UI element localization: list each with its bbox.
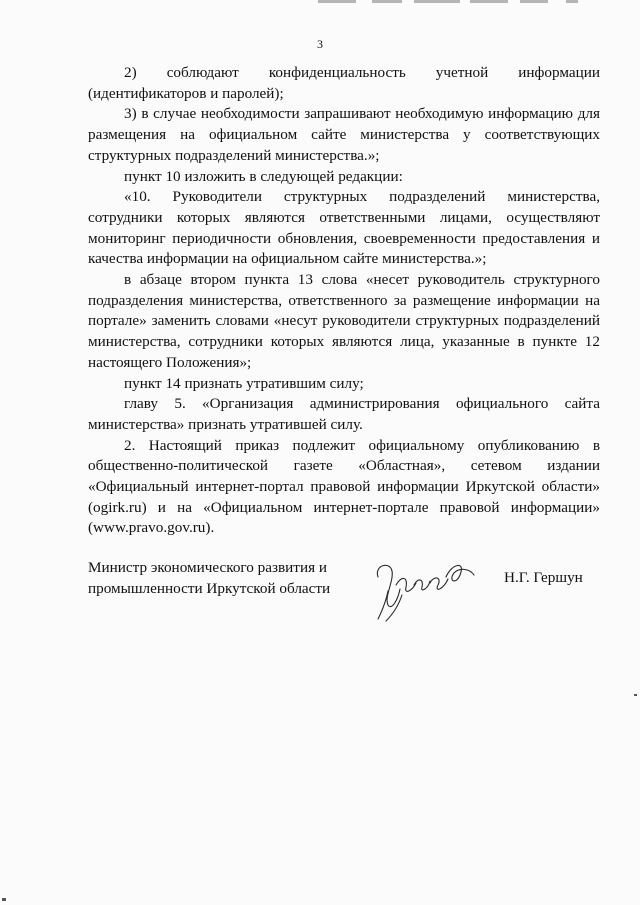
paragraph-chapter-5: главу 5. «Организация администрирования официального сайта министерства» признать утратившей силу.	[88, 395, 600, 433]
paragraph-point-10-text: «10. Руководители структурных подразделений министерства, сотрудники которых являются ответственными лицами, осуществляют мониторинг периодичности обновления, своевременности предоставления и качества информации на официальном сайте министерства.»;	[88, 188, 600, 268]
document-body	[88, 63, 600, 539]
page-number: 3	[317, 37, 323, 51]
signature-block	[88, 558, 608, 628]
signer-title-line-1: Министр экономического развития и	[88, 559, 327, 576]
signer-title-line-2: промышленности Иркутской области	[88, 579, 331, 597]
paragraph-point-14: пункт 14 признать утратившим силу;	[124, 374, 364, 392]
signer-name: Н.Г. Гершун	[504, 569, 583, 586]
paragraph-point-10-intro: пункт 10 изложить в следующей редакции:	[124, 167, 403, 185]
paragraph-publication: 2. Настоящий приказ подлежит официальному опубликованию в общественно-политической газете «Областная», сетевом издании «Официальный интернет-портал правовой информации Иркутской области» (ogirk.ru) и на «Официальном интернет-портале правовой информации» (www.pravo.gov.ru).	[88, 436, 600, 537]
paragraph-item-2: 2) соблюдают конфиденциальность учетной информации (идентификаторов и паролей);	[88, 64, 600, 102]
scan-artifact-corner	[2, 898, 6, 901]
scan-artifact-top	[0, 0, 640, 6]
paragraph-item-3: 3) в случае необходимости запрашивают необходимую информацию для размещения на официальном сайте министерства у соответствующих структурных подразделений министерства.»;	[88, 105, 600, 164]
paragraph-point-13: в абзаце втором пункта 13 слова «несет руководитель структурного подразделения министерства, ответственного за размещение информации на портале» заменить словами «несут руководители структурных подразделений министерства, сотрудники которых являются лица, указанные в пункте 12 настоящего Положения»;	[88, 271, 600, 371]
handwritten-signature	[368, 555, 488, 625]
scan-artifact-edge	[634, 694, 637, 696]
signer-title	[88, 558, 348, 599]
